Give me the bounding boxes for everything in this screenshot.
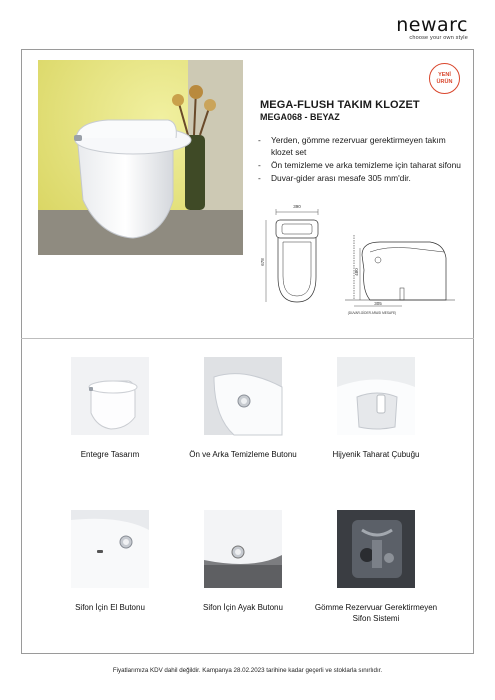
highlight-label: Hijyenik Taharat Çubuğu (332, 450, 420, 459)
foot-flush-photo (204, 510, 282, 588)
distance-caption: (DUVAR-GİDER ARASI MESAFE) (347, 311, 397, 315)
highlight-cleaning-button (173, 357, 313, 460)
highlight-foot-flush (173, 510, 313, 613)
highlight-label: Ön ve Arka Temizleme Butonu (189, 450, 297, 459)
highlight-label: Entegre Tasarım (80, 450, 140, 459)
height-dimension-label: 480 (354, 268, 359, 276)
technical-drawing-side-view (340, 230, 460, 320)
section-divider (21, 338, 474, 339)
integrated-design-photo (71, 357, 149, 435)
badge-line-1: YENİ (438, 71, 451, 78)
concealed-cistern-photo (337, 510, 415, 588)
highlight-hygienic-wand (306, 357, 446, 460)
highlight-integrated-design (40, 357, 180, 460)
brand-tagline: choose your own style (409, 35, 468, 41)
product-title: MEGA-FLUSH TAKIM KLOZET (260, 99, 420, 111)
feature-item: - Ön temizleme ve arka temizleme için taharat sifonu (258, 159, 463, 171)
highlight-hand-flush (40, 510, 180, 613)
footer-disclaimer: Fiyatlarımıza KDV dahil değildir. Kampanya 28.02.2023 tarihine kadar geçerli ve stoklarla sınırlıdır. (112, 667, 383, 674)
highlight-label: Sifon İçin El Butonu (75, 603, 145, 612)
feature-list (258, 134, 463, 185)
feature-item: - Yerden, gömme rezervuar gerektirmeyen takım klozet set (258, 134, 463, 158)
highlight-label: Sifon İçin Ayak Butonu (203, 603, 283, 612)
product-model: MEGA068 - BEYAZ (260, 112, 340, 122)
new-product-badge (429, 63, 460, 94)
hygienic-wand-photo (337, 357, 415, 435)
brand-logo (396, 14, 468, 41)
product-hero-photo (38, 60, 243, 255)
length-dimension-label: 678 (260, 258, 265, 266)
feature-item: - Duvar-gider arası mesafe 305 mm'dir. (258, 172, 463, 184)
highlight-concealed-cistern (306, 510, 446, 624)
technical-drawing-top-view (262, 202, 337, 322)
distance-dimension-label: 305 (374, 301, 382, 306)
badge-line-2: ÜRÜN (436, 78, 453, 85)
cleaning-button-photo (204, 357, 282, 435)
highlight-label: Gömme Rezervuar Gerektirmeyen Sifon Sistemi (314, 603, 438, 623)
width-dimension-label: 390 (293, 204, 301, 209)
brand-name: newarc (396, 14, 468, 36)
hand-flush-photo (71, 510, 149, 588)
